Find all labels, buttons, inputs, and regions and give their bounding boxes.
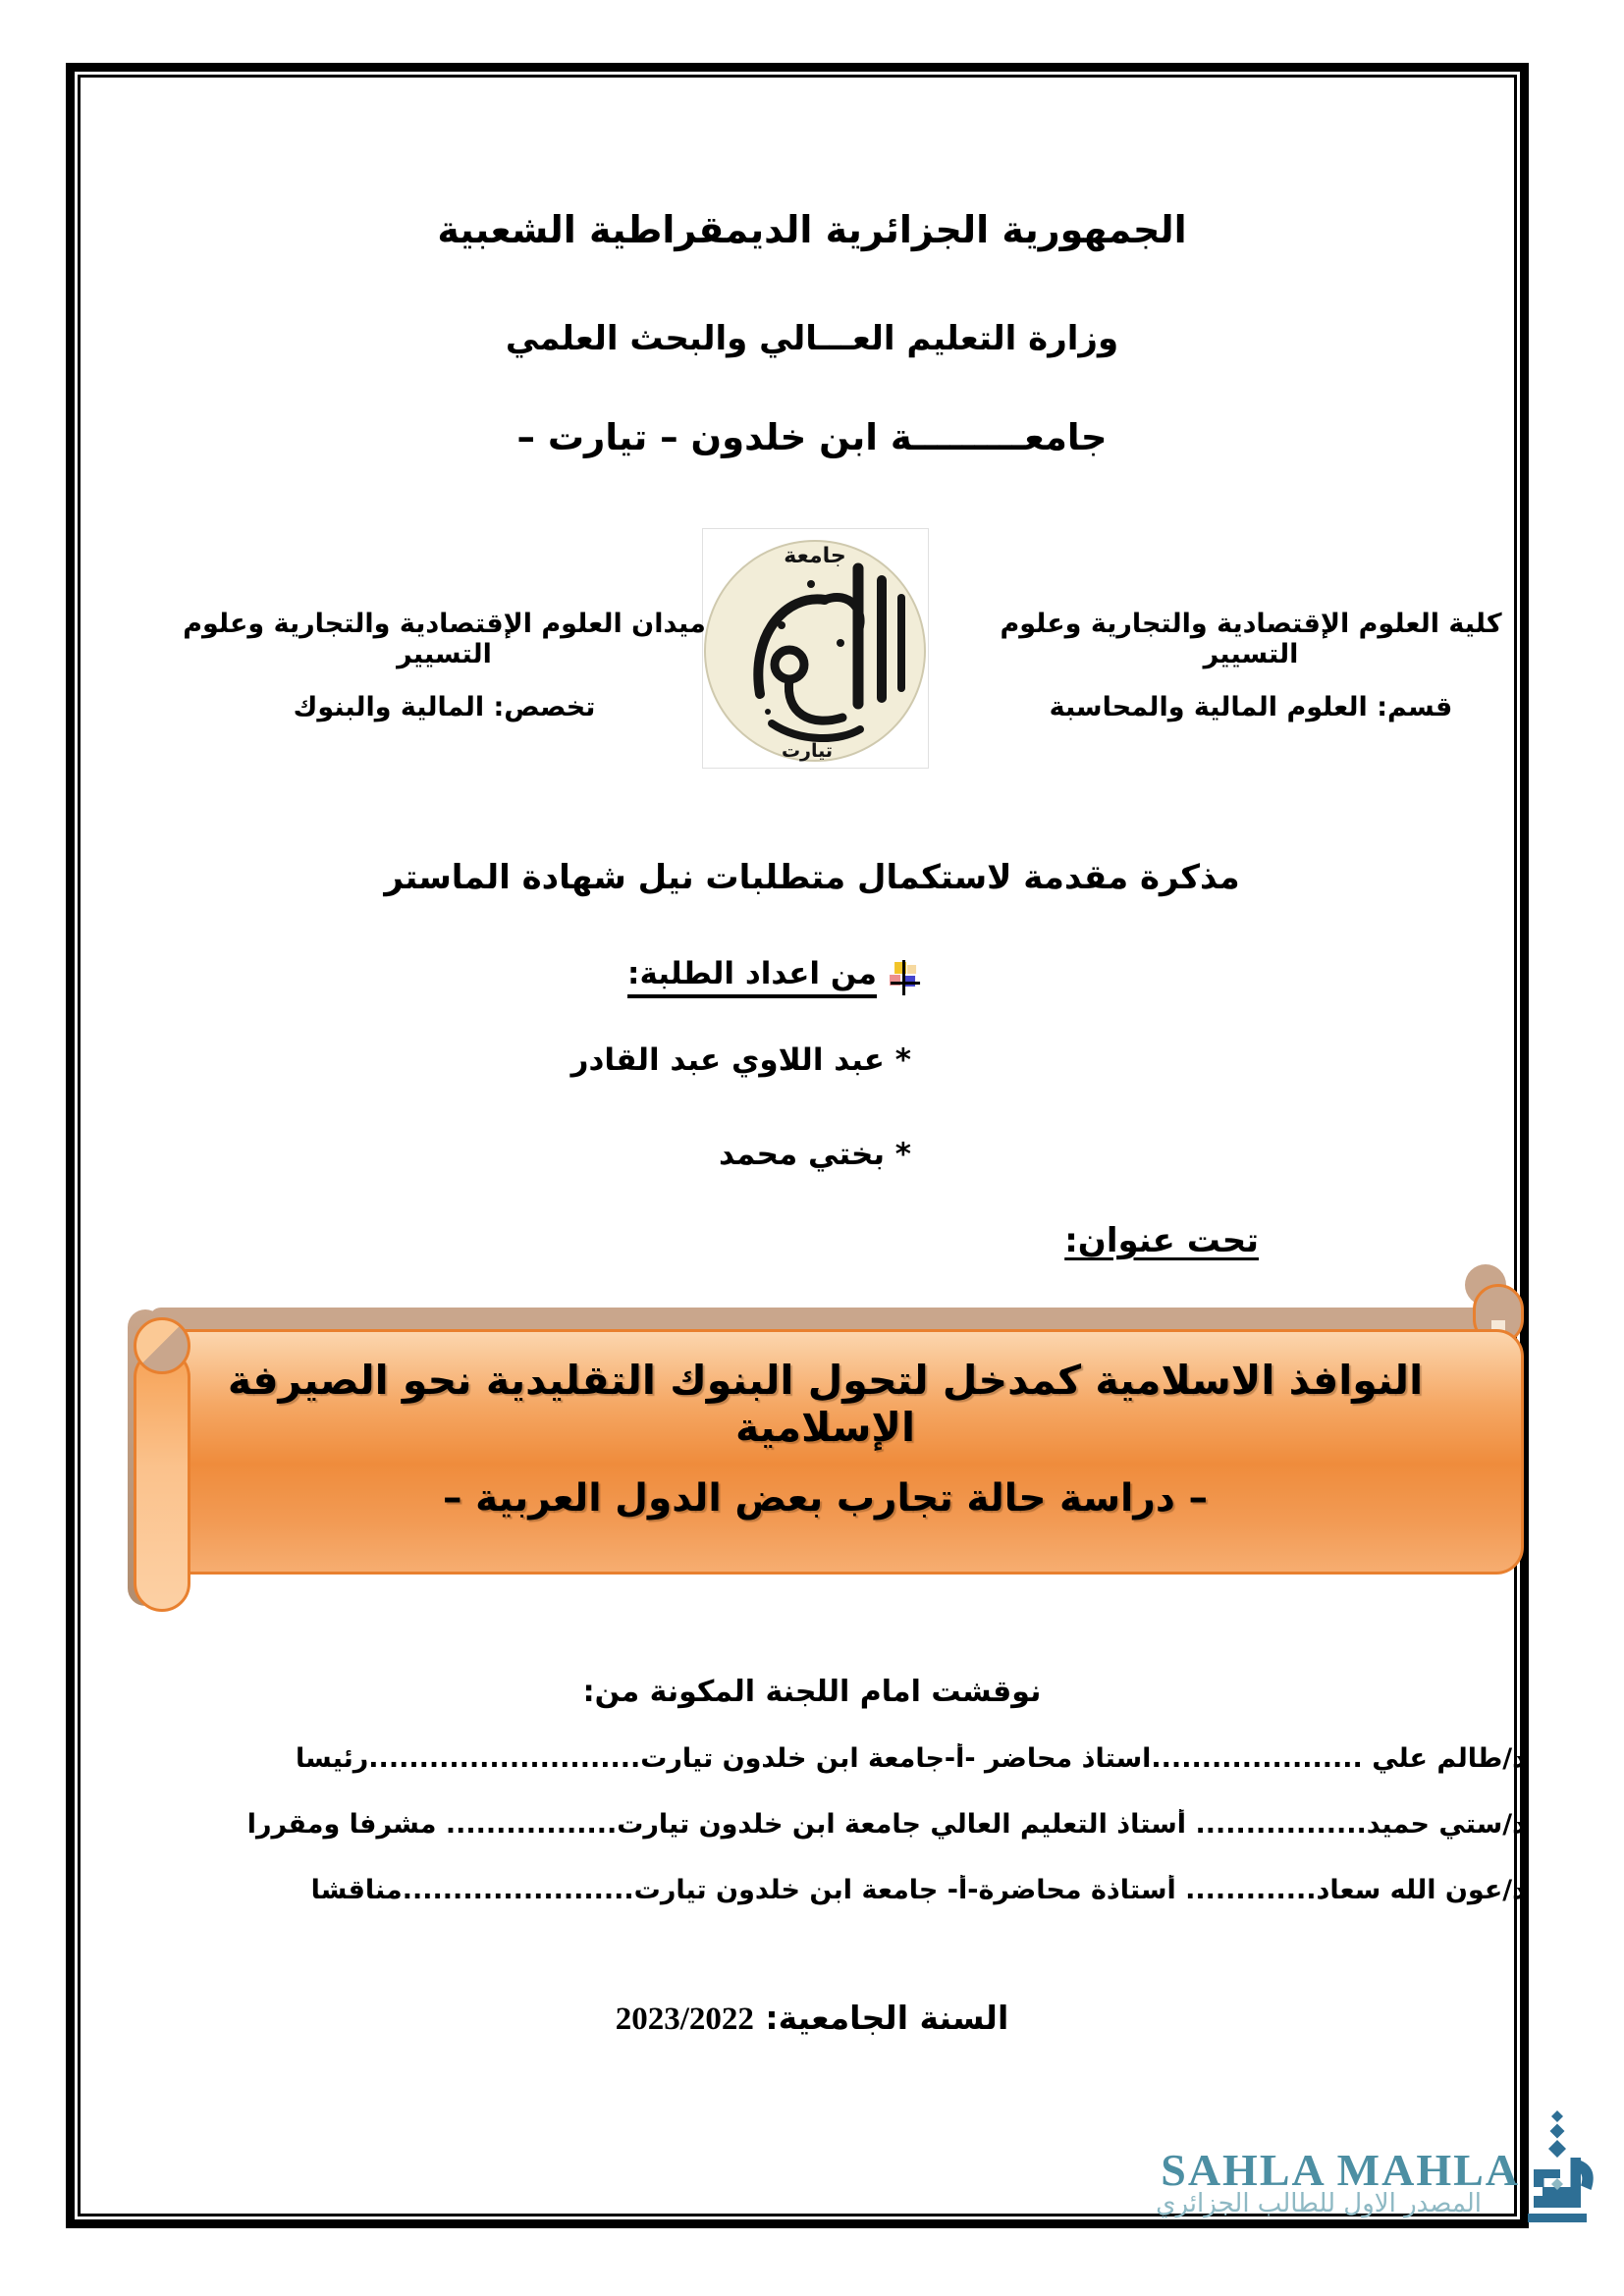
department-line: قسم: العلوم المالية والمحاسبة [1049, 692, 1453, 722]
committee-member-1: د/طالم علي .....................استاذ محاضر -أ-جامعة ابن خلدون تيارت...........................رئيسا [295, 1743, 1526, 1774]
colored-cross-bullet-icon [887, 960, 922, 995]
title-scroll-banner [126, 1262, 1525, 1618]
committee-member-2: د/ستي حميد................. أستاذ التعليم العالي جامعة ابن خلدون تيارت................. مشرفا ومقررا [246, 1809, 1526, 1840]
university-seal-icon [703, 529, 928, 768]
university-seal-logo [702, 528, 929, 769]
university-title: جامعـــــــــة ابن خلدون – تيارت – [516, 416, 1108, 458]
thesis-intro-line: مذكرة مقدمة لاستكمال متطلبات نيل شهادة الماستر [384, 858, 1240, 897]
watermark-tagline: المصدر الاول للطالب الجزائري [1156, 2189, 1482, 2218]
student-name-1: * عبد اللاوي عبد القادر [570, 1042, 911, 1078]
seal-bottom-text: تيارت [781, 740, 834, 762]
student-name-2: * بختي محمد [718, 1137, 911, 1172]
thesis-title-line2: – دراسة حالة تجارب بعض الدول العربية – [443, 1476, 1208, 1521]
committee-heading: نوقشت امام اللجنة المكونة من: [582, 1675, 1042, 1709]
seal-top-text: جامعة [784, 544, 846, 568]
scroll-tan-band [149, 1308, 1516, 1331]
republic-title: الجمهورية الجزائرية الديمقراطية الشعبية [437, 208, 1187, 251]
field-line: ميدان العلوم الإقتصادية والتجارية وعلوم التسيير [183, 609, 706, 669]
prepared-by-row [627, 956, 922, 998]
scroll-left-roll-curl [134, 1317, 190, 1374]
scroll-left-roll [134, 1349, 190, 1612]
committee-member-3: د/عون الله سعاد............. أستاذة محاضرة-أ- جامعة ابن خلدون تيارت.......................مناقشا [310, 1875, 1526, 1905]
sahla-mahla-calligraphy-icon [1510, 2110, 1604, 2228]
college-line: كلية العلوم الإقتصادية والتجارية وعلوم التسيير [1000, 609, 1502, 669]
academic-year-value: 2023/2022 [615, 2002, 754, 2037]
academic-year-line [88, 1999, 1536, 2038]
prepared-by-label: من اعداد الطلبة: [627, 956, 877, 998]
watermark-brand: SAHLA MAHLA [1161, 2145, 1520, 2195]
specialty-line: تخصص: المالية والبنوك [293, 692, 596, 722]
under-title-label: تحت عنوان: [1064, 1221, 1259, 1260]
academic-year-label: السنة الجامعية: [765, 1999, 1009, 2037]
thesis-title-line1: النوافذ الاسلامية كمدخل لتحول البنوك التقليدية نحو الصيرفة الإسلامية [227, 1357, 1424, 1451]
ministry-title: وزارة التعليم العـــالي والبحث العلمي [505, 319, 1119, 358]
